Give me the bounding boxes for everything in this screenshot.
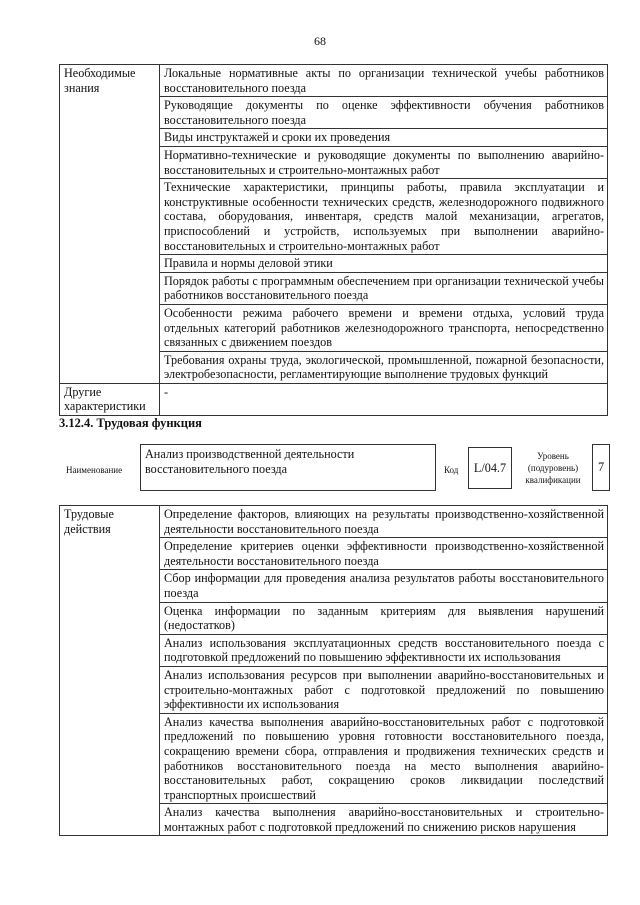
- knowledge-item: Локальные нормативные акты по организации технической учебы работников восстановительного поезда: [160, 65, 608, 97]
- knowledge-item: Правила и нормы деловой этики: [160, 255, 608, 273]
- function-name: Анализ производственной деятельности восстановительного поезда: [140, 444, 436, 491]
- labor-action-item: Анализ использования ресурсов при выполнении аварийно-восстановительных и строительно-монтажных работ с подготовкой предложений по повышению эффективности их использования: [160, 666, 608, 713]
- section-title: 3.12.4. Трудовая функция: [59, 416, 202, 430]
- qualification-level-label: Уровень (подуровень) квалификации: [525, 451, 581, 485]
- other-characteristics-label: Другие характеристики: [60, 383, 160, 415]
- labor-action-item: Оценка информации по заданным критериям для выявления нарушений (недостатков): [160, 602, 608, 634]
- labor-actions-label: Трудовые действия: [60, 506, 160, 836]
- knowledge-label: Необходимые знания: [60, 65, 160, 384]
- labor-action-item: Сбор информации для проведения анализа результатов работы восстановительного поезда: [160, 570, 608, 602]
- labor-action-item: Анализ использования эксплуатационных средств восстановительного поезда с подготовкой предложений по повышению эффективности их использования: [160, 634, 608, 666]
- knowledge-item: Виды инструктажей и сроки их проведения: [160, 129, 608, 147]
- labor-action-item: Анализ качества выполнения аварийно-восстановительных и строительно-монтажных работ с подготовкой предложений по снижению рисков нарушения: [160, 804, 608, 836]
- knowledge-table: [59, 64, 608, 416]
- knowledge-item: Руководящие документы по оценке эффективности обучения работников восстановительного поезда: [160, 97, 608, 129]
- knowledge-item: Технические характеристики, принципы работы, правила эксплуатации и конструктивные особенности технических средств, железнодорожного подвижного состава, оборудования, инвентаря, средств малой механизации, агрегатов, приспособлений и устройств, используемых при выполнении аварийно-восстановительных и строительно-монтажных работ: [160, 179, 608, 255]
- function-code: L/04.7: [468, 447, 512, 489]
- code-label: Код: [444, 465, 459, 475]
- knowledge-item: Требования охраны труда, экологической, промышленной, пожарной безопасности, электробезопасности, регламентирующие выполнение трудовых функций: [160, 351, 608, 383]
- labor-action-item: Определение факторов, влияющих на результаты производственно-хозяйственной деятельности восстановительного поезда: [160, 506, 608, 538]
- labor-actions-table: [59, 505, 608, 836]
- knowledge-item: Особенности режима рабочего времени и времени отдыха, условий труда отдельных категорий работников железнодорожного транспорта, непосредственно связанных с движением поездов: [160, 304, 608, 351]
- page-number: 68: [314, 34, 326, 48]
- other-characteristics-value: -: [160, 383, 608, 415]
- labor-action-item: Определение критериев оценки эффективности производственно-хозяйственной деятельности восстановительного поезда: [160, 538, 608, 570]
- knowledge-item: Порядок работы с программным обеспечением при организации технической учебы работников восстановительного поезда: [160, 272, 608, 304]
- name-label: Наименование: [66, 465, 123, 475]
- knowledge-item: Нормативно-технические и руководящие документы по выполнению аварийно-восстановительных и строительно-монтажных работ: [160, 146, 608, 178]
- labor-action-item: Анализ качества выполнения аварийно-восстановительных работ с подготовкой предложений по повышению уровня готовности восстановительного поезда, сокращению времени сбора, отправления и продвижения технических средств и работников восстановительного поезда на место выполнения аварийно-восстановительных работ, сокращению сроков ликвидации последствий транспортных происшествий: [160, 713, 608, 804]
- qualification-level: 7: [592, 444, 610, 491]
